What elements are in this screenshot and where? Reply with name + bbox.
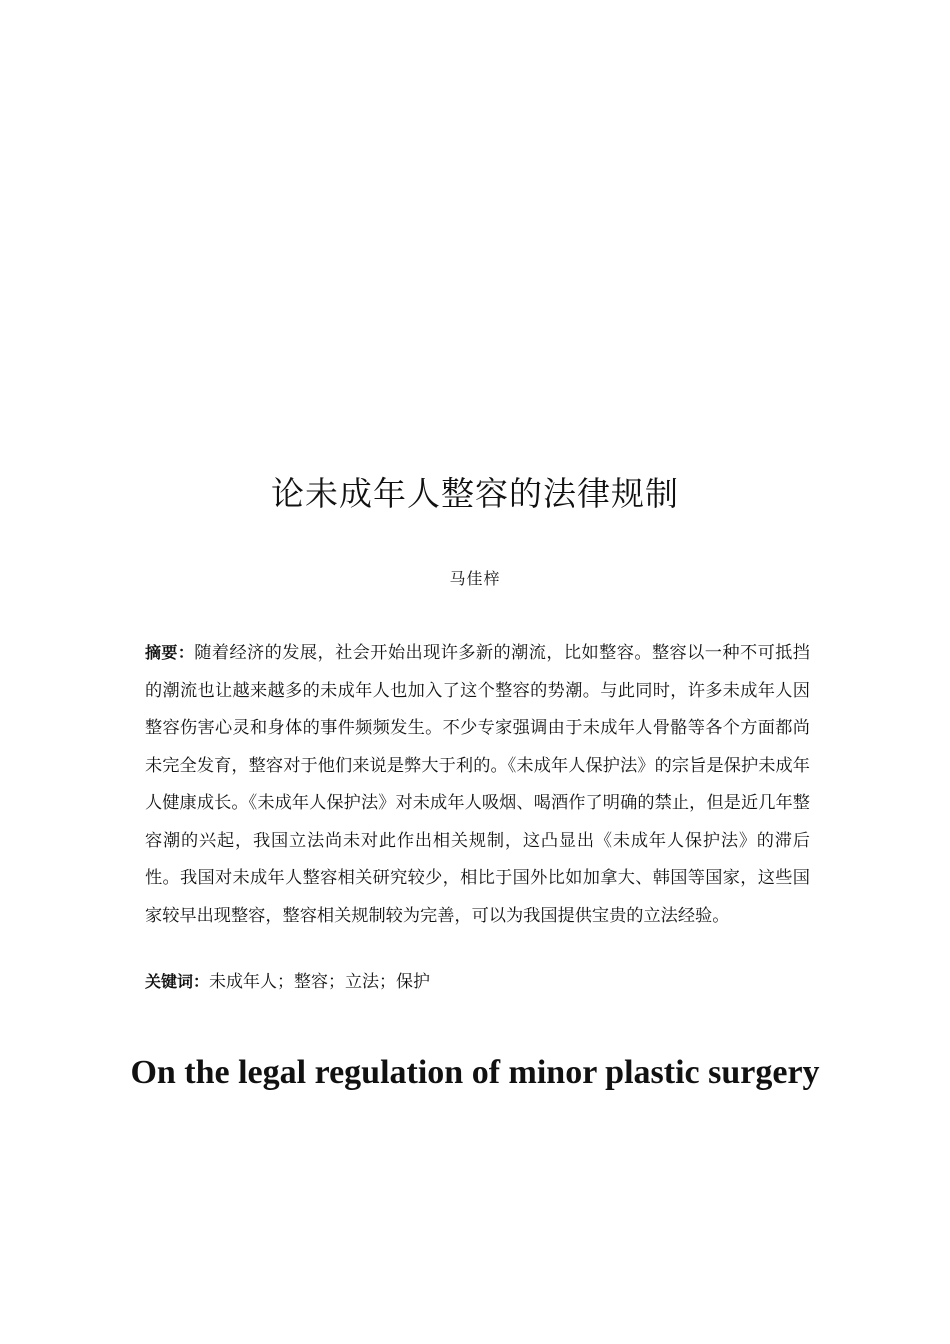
- abstract-text: 随着经济的发展，社会开始出现许多新的潮流，比如整容。整容以一种不可抵挡的潮流也让越来越多的未成年人也加入了这个整容的势潮。与此同时，许多未成年人因整容伤害心灵和身体的事件频频发生。不少专家强调由于未成年人骨骼等各个方面都尚未完全发育，整容对于他们来说是弊大于利的。《未成年人保护法》的宗旨是保护未成年人健康成长。《未成年人保护法》对未成年人吸烟、喝酒作了明确的禁止，但是近几年整容潮的兴起，我国立法尚未对此作出相关规制，这凸显出《未成年人保护法》的滞后性。我国对未成年人整容相关研究较少，相比于国外比如加拿大、韩国等国家，这些国家较早出现整容，整容相关规制较为完善，可以为我国提供宝贵的立法经验。: [145, 643, 810, 926]
- english-title: On the legal regulation of minor plastic surgery: [130, 1054, 820, 1091]
- author-name: 马佳梓: [449, 569, 501, 588]
- abstract-paragraph: [145, 634, 810, 935]
- keywords-line: [145, 967, 810, 997]
- keywords-text: 未成年人；整容；立法；保护: [209, 972, 431, 992]
- keywords-label: 关键词：: [145, 972, 210, 991]
- abstract-label: 摘要：: [145, 643, 195, 662]
- chinese-title: 论未成年人整容的法律规制: [271, 474, 679, 513]
